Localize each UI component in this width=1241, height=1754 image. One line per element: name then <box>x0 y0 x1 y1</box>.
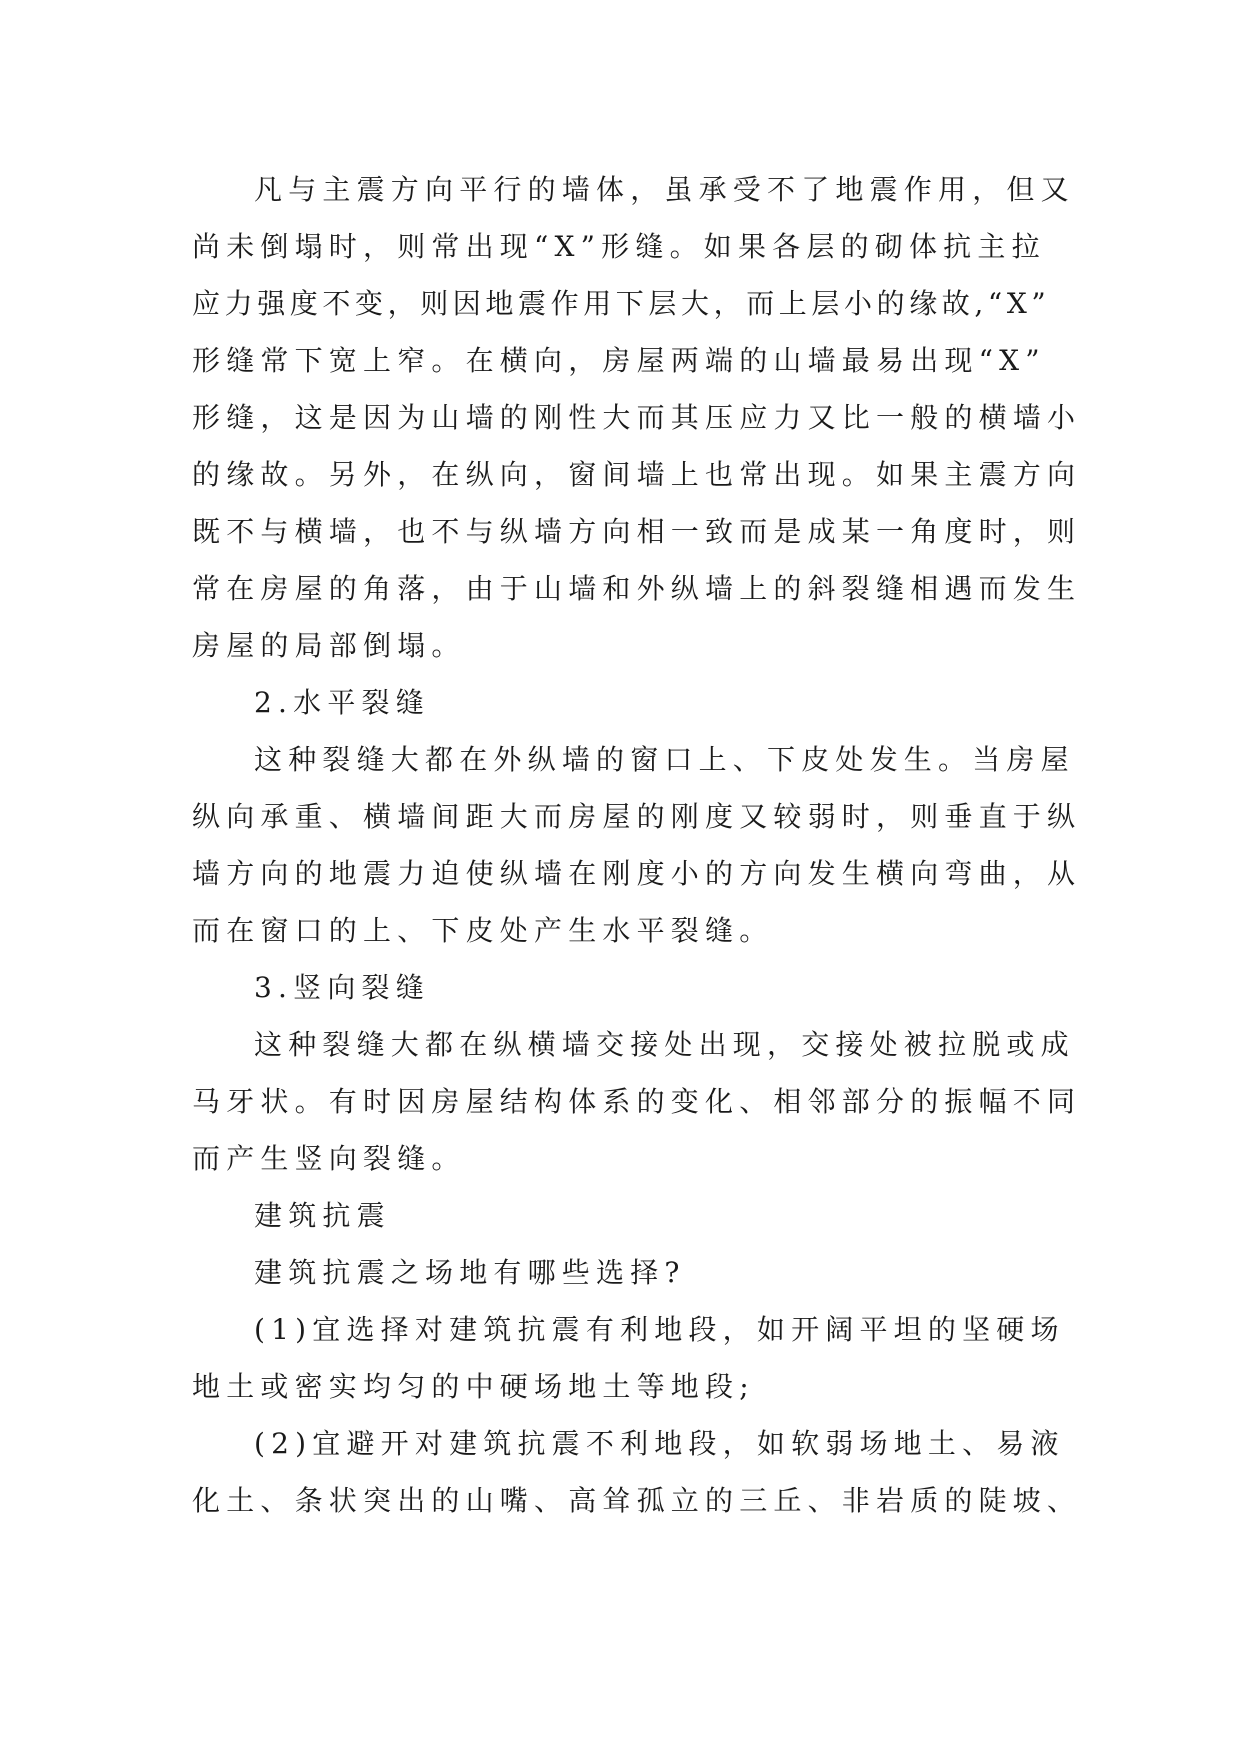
paragraph-line: 而在窗口的上、下皮处产生水平裂缝。 <box>192 914 774 947</box>
paragraph-line: 而产生竖向裂缝。 <box>192 1142 466 1175</box>
section-heading: 2.水平裂缝 <box>254 686 430 719</box>
paragraph-line: 的缘故。另外，在纵向，窗间墙上也常出现。如果主震方向 <box>192 458 1082 491</box>
list-item-line: 地土或密实均匀的中硬场地土等地段; <box>192 1370 755 1403</box>
paragraph-line: 马牙状。有时因房屋结构体系的变化、相邻部分的振幅不同 <box>192 1085 1082 1118</box>
list-item-line: 化土、条状突出的山嘴、高耸孤立的三丘、非岩质的陡坡、 <box>192 1484 1082 1517</box>
paragraph-line: 形缝常下宽上窄。在横向，房屋两端的山墙最易出现“X” <box>192 344 1046 377</box>
paragraph-line: 这种裂缝大都在纵横墙交接处出现，交接处被拉脱或成 <box>254 1028 1075 1061</box>
paragraph-line: 既不与横墙，也不与纵墙方向相一致而是成某一角度时，则 <box>192 515 1082 548</box>
paragraph-line: 纵向承重、横墙间距大而房屋的刚度又较弱时，则垂直于纵 <box>192 800 1082 833</box>
section-heading: 3.竖向裂缝 <box>254 971 430 1004</box>
question-line: 建筑抗震之场地有哪些选择? <box>254 1256 686 1289</box>
paragraph-line: 形缝，这是因为山墙的刚性大而其压应力又比一般的横墙小 <box>192 401 1082 434</box>
section-heading: 建筑抗震 <box>254 1199 391 1232</box>
paragraph-line: 尚未倒塌时，则常出现“X”形缝。如果各层的砌体抗主拉 <box>192 230 1046 263</box>
paragraph-line: 常在房屋的角落，由于山墙和外纵墙上的斜裂缝相遇而发生 <box>192 572 1082 605</box>
paragraph-line: 墙方向的地震力迫使纵墙在刚度小的方向发生横向弯曲，从 <box>192 857 1082 890</box>
list-item-line: (2)宜避开对建筑抗震不利地段，如软弱场地土、易液 <box>254 1427 1065 1460</box>
paragraph-line: 房屋的局部倒塌。 <box>192 629 466 662</box>
paragraph-line: 这种裂缝大都在外纵墙的窗口上、下皮处发生。当房屋 <box>254 743 1075 776</box>
paragraph-line: 应力强度不变，则因地震作用下层大，而上层小的缘故,“X” <box>192 287 1051 320</box>
paragraph-line: 凡与主震方向平行的墙体，虽承受不了地震作用，但又 <box>254 173 1075 206</box>
list-item-line: (1)宜选择对建筑抗震有利地段，如开阔平坦的坚硬场 <box>254 1313 1065 1346</box>
